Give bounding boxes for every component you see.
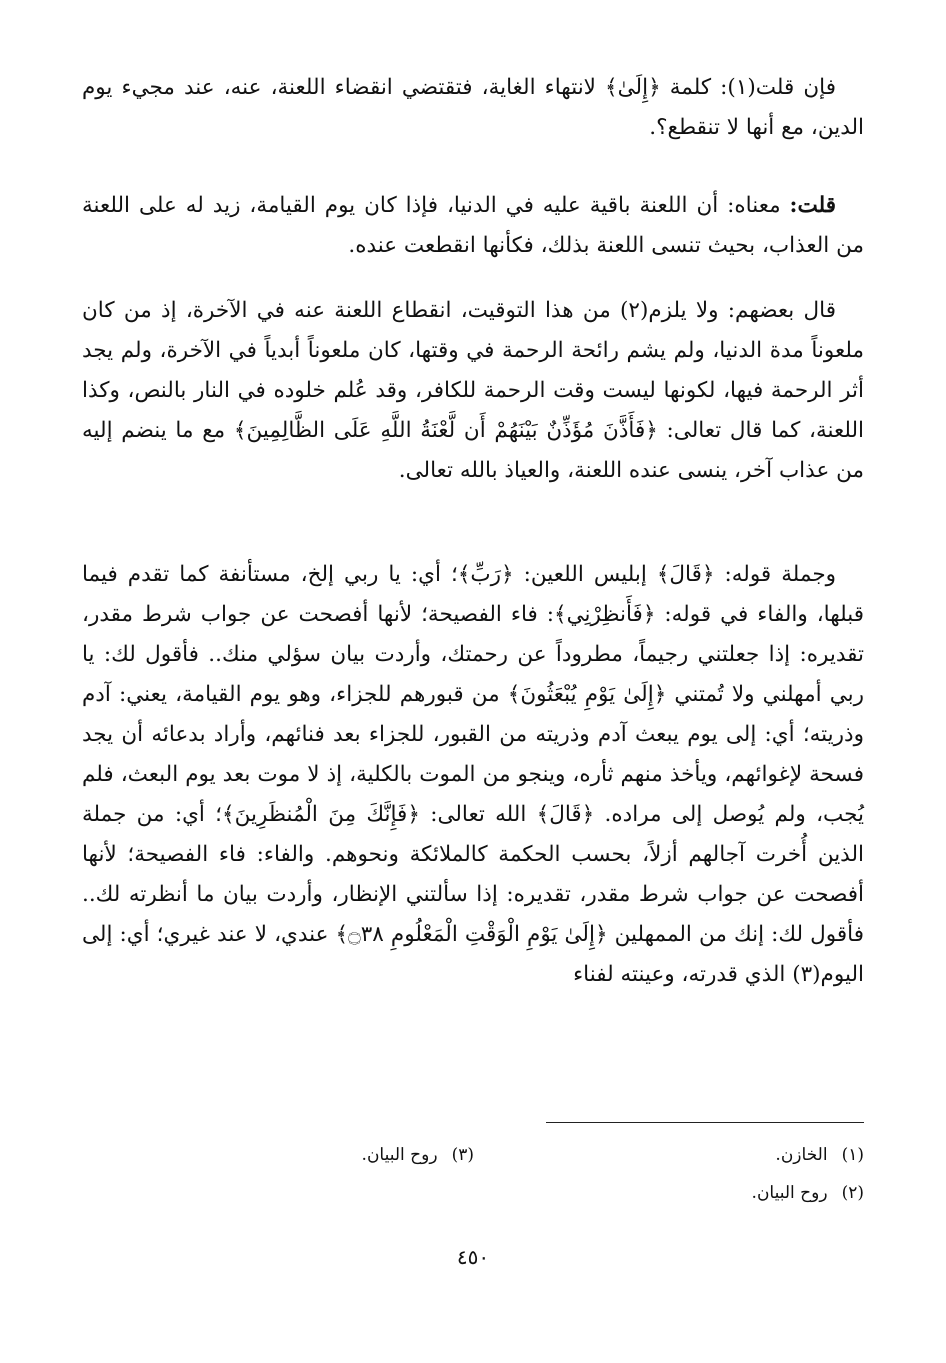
footnote-2 xyxy=(474,1183,864,1203)
footnote-separator xyxy=(546,1122,864,1123)
footnote-number: (٢) xyxy=(841,1183,864,1203)
footnote-text: الخازن. xyxy=(775,1145,828,1165)
paragraph-grammar xyxy=(82,555,864,1087)
footnote-text: روح البيان. xyxy=(751,1183,828,1203)
footnote-1 xyxy=(474,1145,864,1165)
page-number: ٤٥٠ xyxy=(456,1245,490,1269)
footnote-row xyxy=(82,1136,864,1174)
paragraph-lead: قلت: xyxy=(789,193,836,218)
paragraph-text: وجملة قوله: ﴿قَالَ﴾ إبليس اللعين: ﴿رَبِّ﴾؛ أي: يا ربي إلخ، مستأنفة كما تقدم فيما قبلها، والفاء في قوله: ﴿فَأَنظِرْنِي﴾: فاء الفصيحة؛ لأنها أفصحت عن جواب شرط مقدر، تقديره: إذا جعلتني رجيماً، مطروداً عن رحمتك، وأردت بيان سؤلي منك.. فأقول لك: يا ربي أمهلني ولا تُمتني ﴿إِلَىٰ يَوْمِ يُبْعَثُونَ﴾ من قبورهم للجزاء، وهو يوم القيامة، يعني: آدم وذريته؛ أي: إلى يوم يبعث آدم وذريته من القبور، للجزاء بعد فنائهم، وأراد بدعائه أن يجد فسحة لإغوائهم، ويأخذ منهم ثأره، وينجو من الموت بالكلية، إذ لا موت بعد يوم البعث، فلم يُجب، ولم يُوصل إلى مراده. ﴿قَالَ﴾ الله تعالى: ﴿فَإِنَّكَ مِنَ الْمُنظَرِينَ﴾؛ أي: من جملة الذين أُخرت آجالهم أزلاً، بحسب الحكمة كالملائكة ونحوهم. والفاء: فاء الفصيحة؛ لأنها أفصحت عن جواب شرط مقدر، تقديره: إذا سألتني الإنظار، وأردت بيان ما أنظرته لك.. فأقول لك: إنك من الممهلين ﴿إِلَىٰ يَوْمِ الْوَقْتِ الْمَعْلُومِ ۝٣٨﴾ عندي، لا عند غيري؛ أي: إلى اليوم(٣) الذي قدرته، وعينته لفناء xyxy=(82,562,864,987)
footnote-number: (١) xyxy=(841,1145,864,1165)
footnotes xyxy=(82,1136,864,1212)
footnote-row xyxy=(82,1174,864,1212)
paragraph-text: فإن قلت(١): كلمة ﴿إِلَىٰ﴾ لانتهاء الغاية، فتقتضي انقضاء اللعنة، عنه، عند مجيء يوم الدين، مع أنها لا تنقطع؟. xyxy=(82,75,864,140)
footnote-number: (٣) xyxy=(451,1145,474,1165)
paragraph-text: قال بعضهم: ولا يلزم(٢) من هذا التوقيت، انقطاع اللعنة عنه في الآخرة، إذ من كان ملعوناً مدة الدنيا، ولم يشم رائحة الرحمة في وقتها، كان ملعوناً أبدياً في الآخرة، ولم يجد أثر الرحمة فيها، لكونها ليست وقت الرحمة للكافر، وقد عُلم خلوده في النار بالنص، وكذا اللعنة، كما قال تعالى: ﴿فَأَذَّنَ مُؤَذِّنٌ بَيْنَهُمْ أَن لَّعْنَةُ اللَّهِ عَلَى الظَّالِمِينَ﴾ مع ما ينضم إليه من عذاب آخر، ينسى عنده اللعنة، والعياذ بالله تعالى. xyxy=(82,298,864,483)
footnote-3 xyxy=(84,1145,474,1165)
paragraph-question xyxy=(82,68,864,160)
paragraph-text: معناه: أن اللعنة باقية عليه في الدنيا، فإذا كان يوم القيامة، زيد له على اللعنة من العذاب، بحيث تنسى اللعنة بذلك، فكأنها انقطعت عنده. xyxy=(82,193,864,258)
footnote-text: روح البيان. xyxy=(361,1145,438,1165)
paragraph-answer xyxy=(82,186,864,264)
paragraph-commentary xyxy=(82,291,864,532)
